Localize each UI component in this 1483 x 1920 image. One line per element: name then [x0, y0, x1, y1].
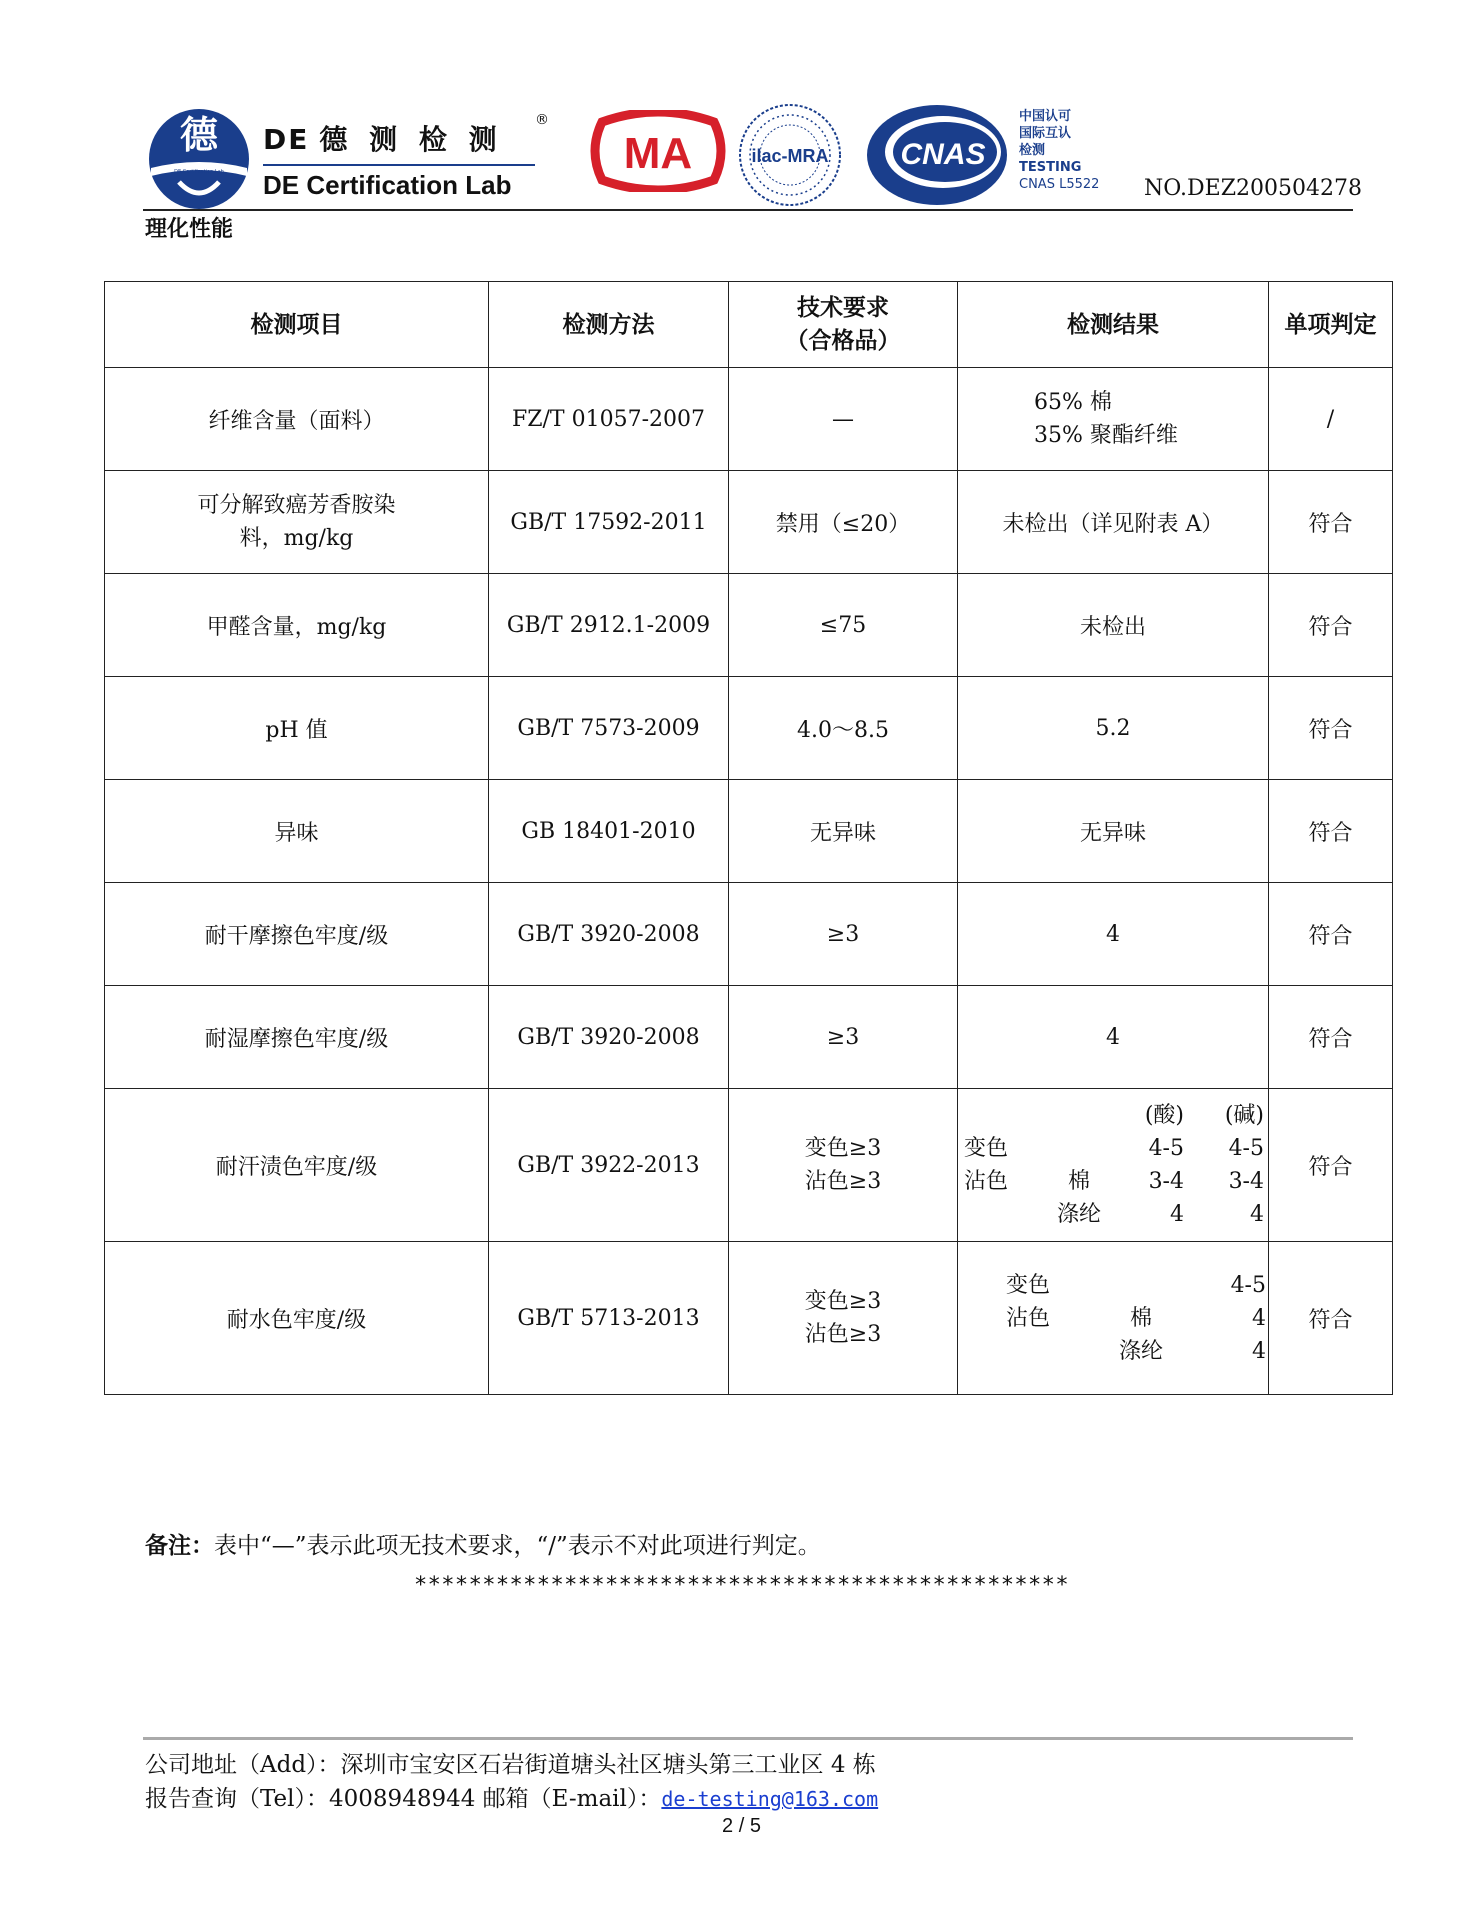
contact-line: 报告查询（Tel）：4008948944 邮箱（E-mail）：de-testing@163.com [145, 1786, 879, 1812]
cell-requirement: 4.0～8.5 [729, 677, 958, 780]
cell-result: 未检出 [958, 574, 1269, 677]
cell-method: GB/T 2912.1-2009 [489, 574, 729, 677]
cell-result: 4 [958, 883, 1269, 986]
remarks: 备注：表中“—”表示此项无技术要求，“/”表示不对此项进行判定。 [145, 1533, 821, 1559]
cell-item: 耐水色牢度/级 [105, 1242, 489, 1395]
brand-name-cn: DE 德 测 检 测 [263, 123, 503, 156]
de-logo-seal [143, 108, 255, 210]
cell-verdict: 符合 [1269, 677, 1393, 780]
footer [145, 1748, 878, 1816]
header-result: 检测结果 [958, 282, 1269, 368]
report-number: NO.DEZ200504278 [1144, 176, 1362, 201]
cell-requirement: 无异味 [729, 780, 958, 883]
cma-logo [588, 110, 728, 192]
cell-method: GB/T 17592-2011 [489, 471, 729, 574]
cell-item: 耐干摩擦色牢度/级 [105, 883, 489, 986]
cell-result: 65% 棉 35% 聚酯纤维 [958, 368, 1269, 471]
cell-verdict: 符合 [1269, 780, 1393, 883]
svg-text:DE Certification Lab: DE Certification Lab [174, 169, 224, 175]
cell-requirement: ≥3 [729, 883, 958, 986]
table-row [105, 1089, 1393, 1242]
footer-divider [143, 1737, 1353, 1740]
cell-verdict: 符合 [1269, 574, 1393, 677]
table-row [105, 471, 1393, 574]
svg-text:MA: MA [623, 129, 693, 178]
svg-text:CNAS: CNAS [900, 138, 986, 171]
cell-method: GB/T 5713-2013 [489, 1242, 729, 1395]
cell-result: 无异味 [958, 780, 1269, 883]
cell-verdict: 符合 [1269, 1089, 1393, 1242]
section-title: 理化性能 [145, 217, 234, 242]
cell-requirement: 变色≥3 沾色≥3 [729, 1242, 958, 1395]
cell-item: 甲醛含量，mg/kg [105, 574, 489, 677]
table-row [105, 677, 1393, 780]
cell-verdict: 符合 [1269, 883, 1393, 986]
company-address: 公司地址（Add）：深圳市宝安区石岩街道塘头社区塘头第三工业区 4 栋 [145, 1752, 876, 1778]
brand-block [263, 112, 549, 201]
header-divider [143, 209, 1353, 211]
svg-text:ilac-MRA: ilac-MRA [751, 146, 829, 166]
cell-result-water [958, 1242, 1269, 1395]
table-header-row [105, 282, 1393, 368]
perspiration-grid: (酸) (碱) 变色 4-5 4-5 沾色 棉 3-4 3-4 涤纶 4 4 [964, 1103, 1264, 1227]
cell-verdict: 符合 [1269, 1242, 1393, 1395]
header-verdict: 单项判定 [1269, 282, 1393, 368]
cell-requirement: ≤75 [729, 574, 958, 677]
cell-requirement: 变色≥3 沾色≥3 [729, 1089, 958, 1242]
table-row [105, 780, 1393, 883]
cell-method: GB/T 3920-2008 [489, 986, 729, 1089]
cell-result-perspiration [958, 1089, 1269, 1242]
email-link[interactable]: de-testing@163.com [661, 1787, 879, 1811]
cnas-accreditation-text: 中国认可 国际互认 检测 TESTING CNAS L5522 [1019, 109, 1100, 192]
cell-requirement: 禁用（≤20） [729, 471, 958, 574]
cell-result: 5.2 [958, 677, 1269, 780]
cell-item: pH 值 [105, 677, 489, 780]
cell-method: FZ/T 01057-2007 [489, 368, 729, 471]
cell-result: 4 [958, 986, 1269, 1089]
header-method: 检测方法 [489, 282, 729, 368]
header-requirement: 技术要求 （合格品） [729, 282, 958, 368]
cell-item: 耐汗渍色牢度/级 [105, 1089, 489, 1242]
table-row [105, 574, 1393, 677]
page-number: 2 / 5 [722, 1815, 761, 1837]
cell-item: 可分解致癌芳香胺染 料，mg/kg [105, 471, 489, 574]
registered-mark: ® [535, 112, 549, 128]
cnas-logo [863, 102, 1011, 208]
letterhead [143, 100, 1362, 210]
svg-text:德: 德 [179, 112, 219, 157]
test-results-table [104, 281, 1393, 1395]
cell-item: 耐湿摩擦色牢度/级 [105, 986, 489, 1089]
table-row [105, 986, 1393, 1089]
cell-item: 纤维含量（面料） [105, 368, 489, 471]
cell-method: GB/T 3922-2013 [489, 1089, 729, 1242]
cell-verdict: 符合 [1269, 986, 1393, 1089]
cell-requirement: ≥3 [729, 986, 958, 1089]
table-row [105, 1242, 1393, 1395]
water-grid: 变色 4-5 沾色 棉 4 涤纶 4 [1006, 1272, 1266, 1364]
ilac-mra-logo [735, 100, 845, 210]
cell-verdict: / [1269, 368, 1393, 471]
cell-method: GB 18401-2010 [489, 780, 729, 883]
table-row [105, 368, 1393, 471]
cell-method: GB/T 7573-2009 [489, 677, 729, 780]
cell-method: GB/T 3920-2008 [489, 883, 729, 986]
brand-rule [263, 164, 535, 166]
cell-requirement: — [729, 368, 958, 471]
cell-result: 未检出（详见附表 A） [958, 471, 1269, 574]
header-item: 检测项目 [105, 282, 489, 368]
brand-name-en: DE Certification Lab [263, 170, 512, 200]
end-of-table-marker: ************************************************ [414, 1573, 1069, 1598]
table-row [105, 883, 1393, 986]
cell-item: 异味 [105, 780, 489, 883]
cell-verdict: 符合 [1269, 471, 1393, 574]
